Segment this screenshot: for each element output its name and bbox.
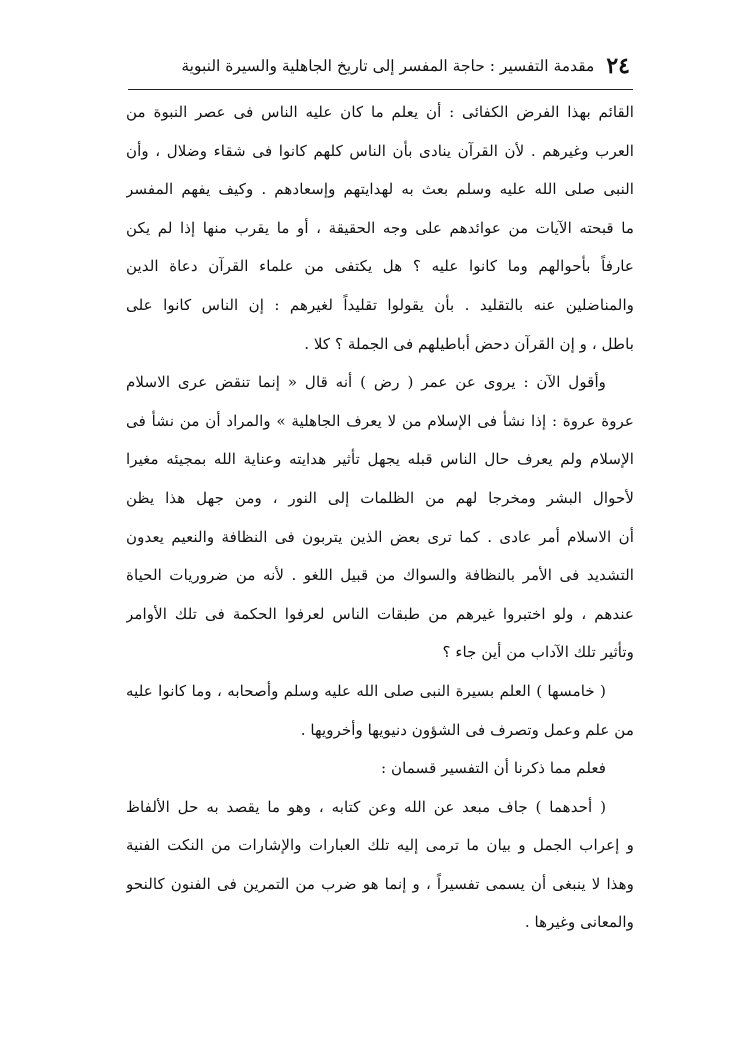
text-line: والمناضلين عنه بالتقليد . بأن يقولوا تقليداً لغيرهم : إن الناس كانوا على bbox=[126, 295, 634, 314]
page-header bbox=[130, 46, 630, 86]
text-line: العرب وغيرهم . لأن القرآن ينادى بأن الناس كلهم كانوا فى شقاء وضلال ، وأن bbox=[126, 141, 634, 160]
text-line: ( خامسها ) العلم بسيرة النبى صلى الله عليه وسلم وأصحابه ، وما كانوا عليه bbox=[126, 681, 606, 700]
page-number: ٢٤ bbox=[606, 53, 630, 79]
text-line: التشديد فى الأمر بالنظافة والسواك من قبيل اللغو . لأنه من ضروريات الحياة bbox=[126, 566, 634, 585]
text-line: وتأثير تلك الآداب من أين جاء ؟ bbox=[442, 643, 634, 662]
text-line: عروة عروة : إذا نشأ فى الإسلام من لا يعرف الجاهلية » والمراد أن من نشأ فى bbox=[126, 411, 634, 430]
text-line: والمعانى وغيرها . bbox=[524, 913, 634, 932]
text-line: عارفاً بأحوالهم وما كانوا عليه ؟ هل يكتفى من علماء القرآن دعاة الدين bbox=[126, 257, 634, 276]
text-line: القائم بهذا الفرض الكفائى : أن يعلم ما كان عليه الناس فى عصر النبوة من bbox=[126, 103, 634, 121]
text-line: أن الاسلام أمر عادى . كما ترى بعض الذين يتربون فى النظافة والنعيم يعدون bbox=[126, 527, 634, 546]
text-line: عندهم ، ولو اختبروا غيرهم من طبقات الناس لعرفوا الحكمة فى تلك الأوامر bbox=[126, 604, 634, 623]
text-line: ما قبحته الآيات من عوائدهم على وجه الحقيقة ، أو ما يقرب منها إذا لم يكن bbox=[126, 218, 634, 237]
text-line: وهذا لا ينبغى أن يسمى تفسيراً ، و إنما هو ضرب من التمرين فى الفنون كالنحو bbox=[126, 874, 634, 893]
text-line: وأقول الآن : يروى عن عمر ( رض ) أنه قال « إنما تنقض عرى الاسلام bbox=[126, 373, 606, 392]
text-line: النبى صلى الله عليه وسلم بعث به لهدايتهم وإسعادهم . وكيف يفهم المفسر bbox=[126, 180, 634, 199]
text-line: فعلم مما ذكرنا أن التفسير قسمان : bbox=[381, 759, 606, 778]
text-line: و إعراب الجمل و بيان ما ترمى إليه تلك العبارات والإشارات من النكت الفنية bbox=[126, 836, 634, 855]
text-line: باطل ، و إن القرآن دحض أباطيلهم فى الجملة ؟ كلا . bbox=[304, 334, 634, 353]
header-divider bbox=[128, 89, 633, 90]
body-text bbox=[126, 93, 634, 942]
text-line: لأحوال البشر ومخرجا لهم من الظلمات إلى النور ، ومن جهل هذا يظن bbox=[126, 488, 634, 507]
text-line: ( أحدهما ) جاف مبعد عن الله وعن كتابه ، وهو ما يقصد به حل الألفاظ bbox=[126, 797, 606, 816]
running-title: مقدمة التفسير : حاجة المفسر إلى تاريخ الجاهلية والسيرة النبوية bbox=[181, 57, 595, 75]
text-line: من علم وعمل وتصرف فى الشؤون دنيويها وأخرويها . bbox=[300, 720, 634, 739]
text-line: الإسلام ولم يعرف حال الناس قبله يجهل تأثير هدايته وعناية الله بمجيئه مغيرا bbox=[126, 450, 634, 469]
